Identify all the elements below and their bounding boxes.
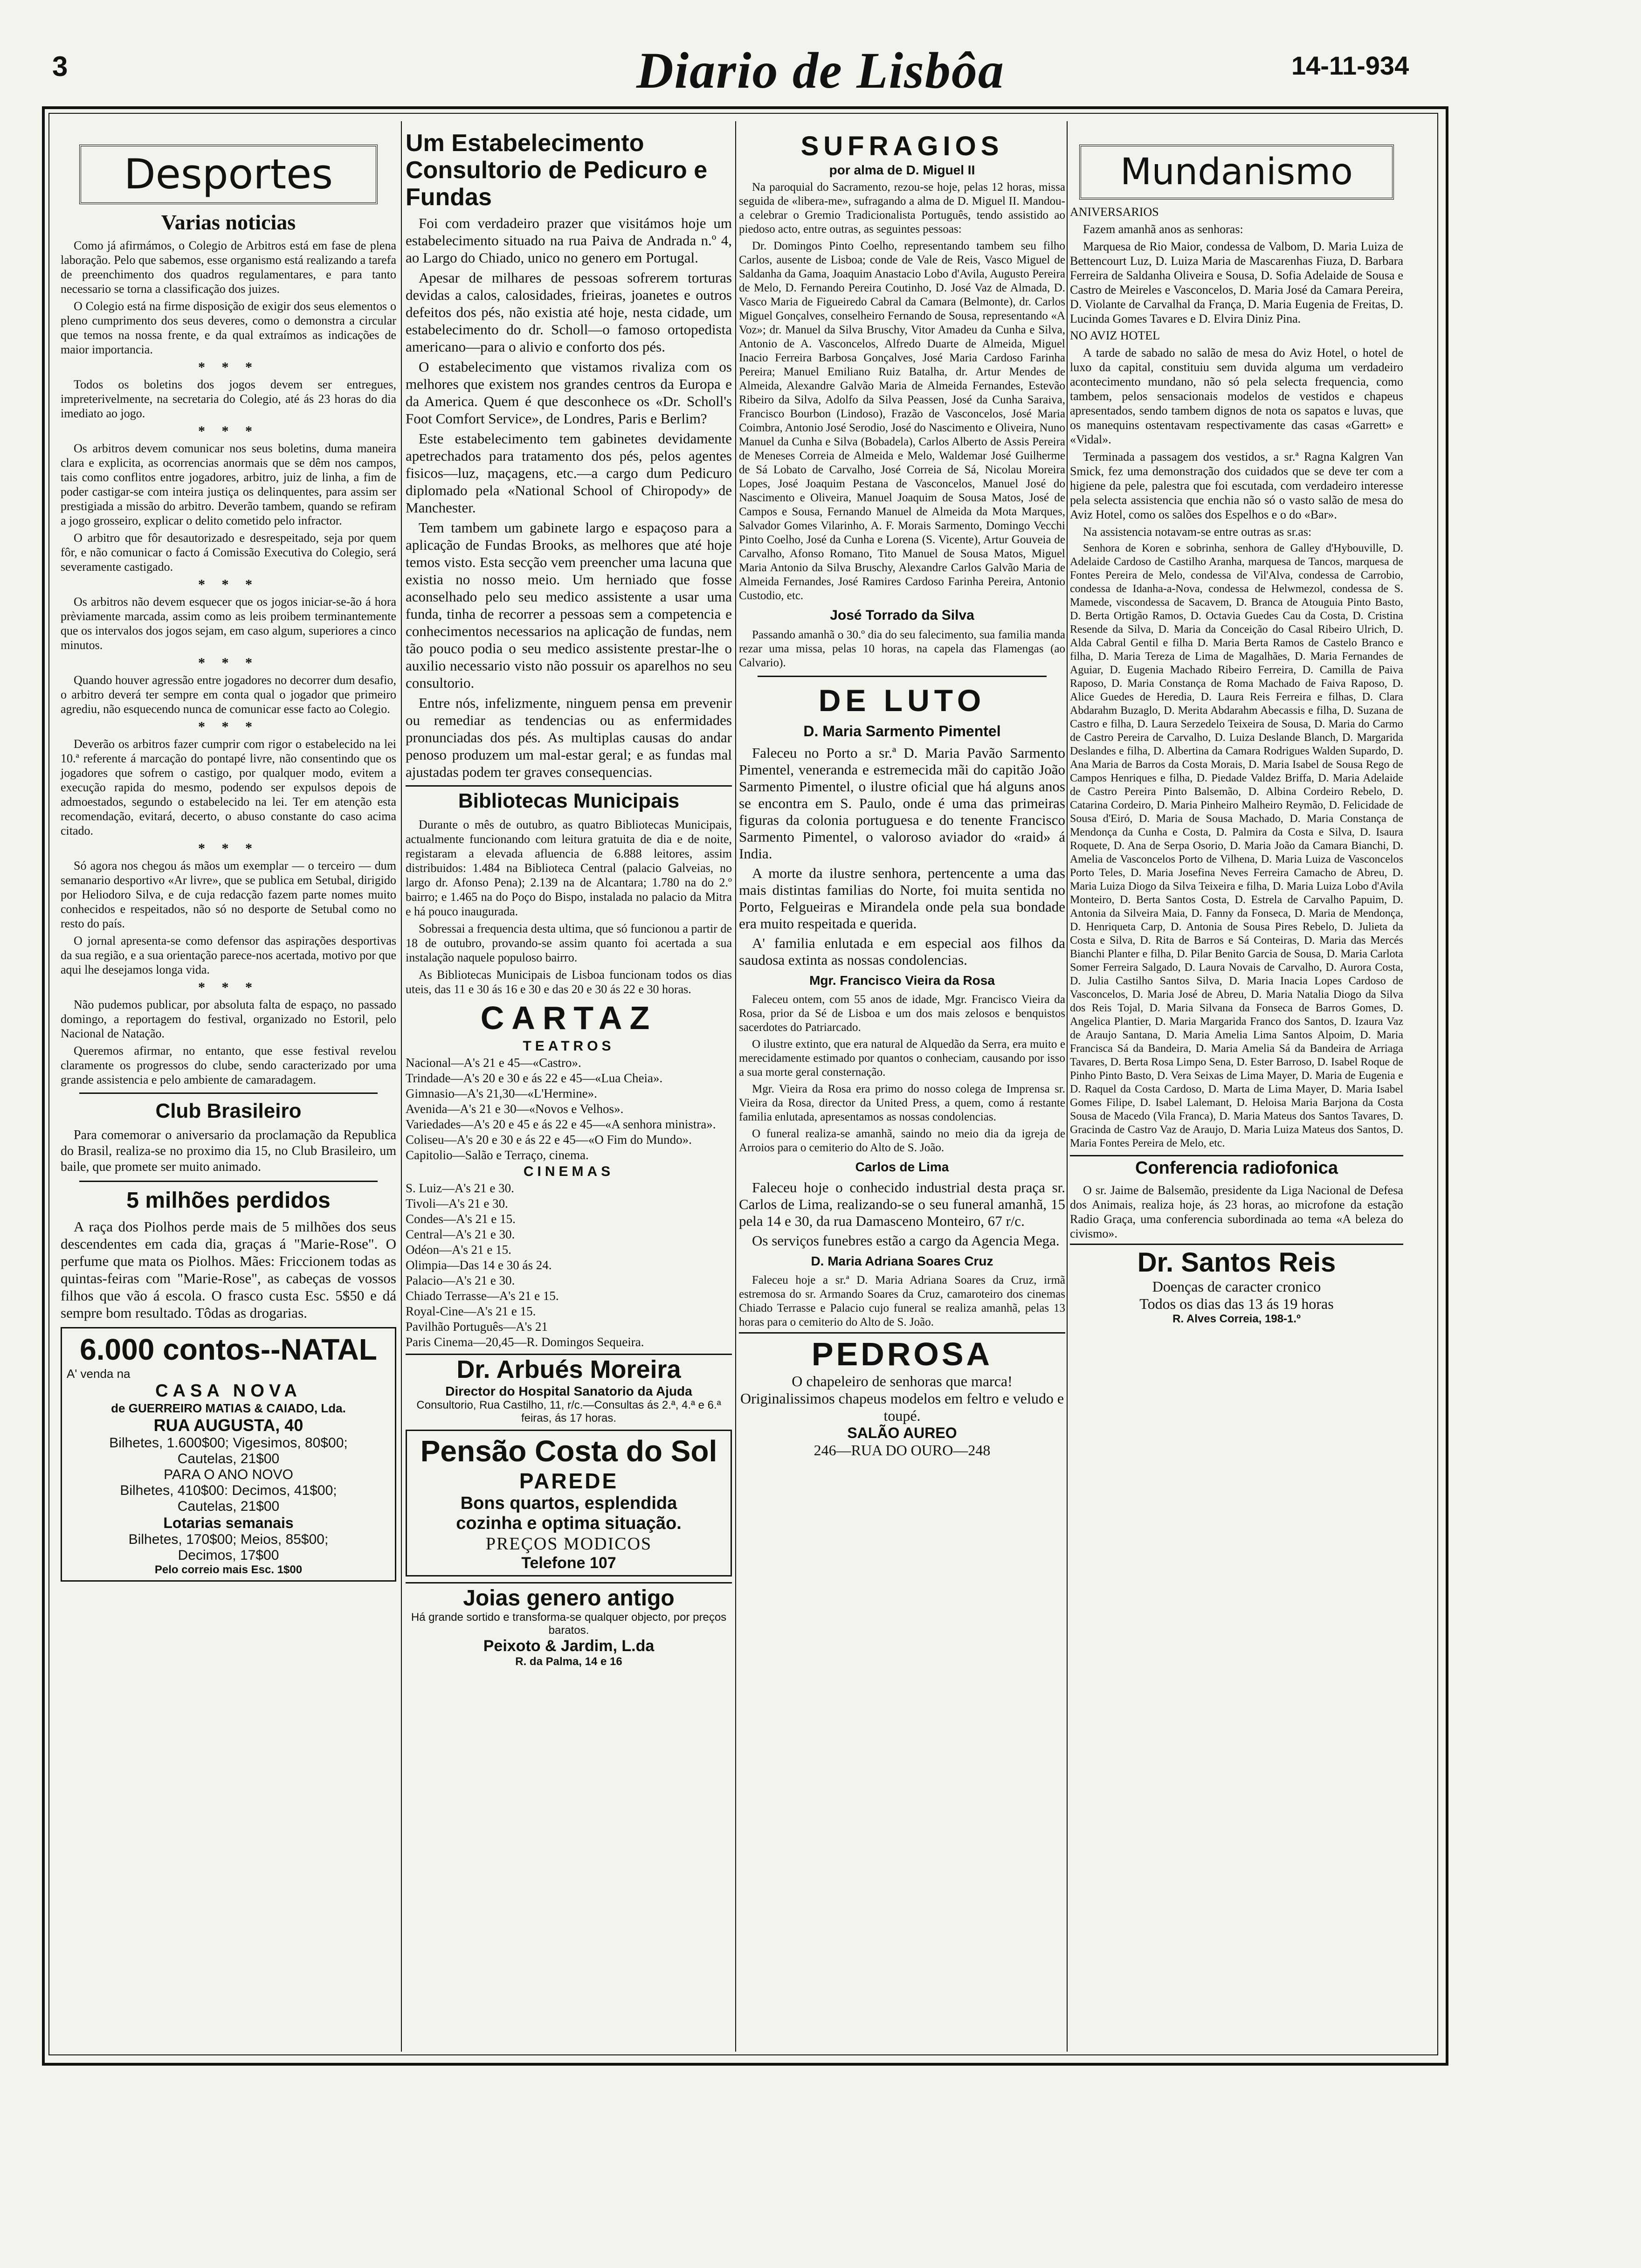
ad-pensao-costa-do-sol	[406, 1430, 732, 1577]
ad-pensao-line: Telefone 107	[521, 1554, 616, 1572]
list-item: Central—A's 21 e 30.	[406, 1227, 515, 1241]
headline-sufragios: SUFRAGIOS	[800, 131, 1004, 161]
article-paragraph: O funeral realiza-se amanhã, saindo no meio dia da igreja de Arroios para o cemiterio do Alto de S. João.	[739, 1127, 1065, 1154]
separator-stars: * * *	[198, 980, 259, 995]
article-paragraph: Na assistencia notavam-se entre outras as sr.as:	[1083, 525, 1312, 539]
headline-de-luto: DE LUTO	[818, 683, 986, 718]
separator-stars: * * *	[198, 423, 259, 439]
article-paragraph: Na paroquial do Sacramento, rezou-se hoje, pelas 12 horas, missa seguida de «libera-me», sufragando a alma de D. Miguel II. Mandou-a celebrar o Gremio Tradicionalista Português, tendo assistido ao piedoso acto, entre outras, as seguintes pessoas:	[739, 181, 1065, 235]
article-paragraph: Sobressai a frequencia desta ultima, que só funcionou a partir de 18 de outubro, provando-se assim quanto foi acertada a sua instalação naquele populoso bairro.	[406, 922, 732, 964]
article-paragraph: Como já afirmámos, o Colegio de Arbitros está em fase de plena laboração. Pelo que sabemos, esse organismo está realizando a tarefa de preenchimento dos quadros regulamentares, e para tanto necessario se torna a classificação dos juizes.	[61, 239, 396, 296]
ad-santos-reis	[1070, 1244, 1403, 1326]
article-paragraph: O Colegio está na firme disposição de exigir dos seus elementos o pleno cumprimento dos seus deveres, como o demonstra a circular que temos na nossa frente, e da qual extraímos as indicações de maior importancia.	[61, 299, 396, 356]
separator-stars: * * *	[198, 655, 259, 671]
column-pedicuro	[406, 126, 732, 2268]
ad-natal-line: Bilhetes, 410$00: Decimos, 41$00;	[120, 1483, 337, 1498]
list-item: S. Luiz—A's 21 e 30.	[406, 1181, 514, 1195]
article-paragraph: Este estabelecimento tem gabinetes devidamente apetrechados para tratamento dos pés, pelos agentes fisicos—luz, maçagens, etc.—a cargo dum Pedicuro diplomado pela «National School of Chiropody» de Manchester.	[406, 430, 732, 516]
article-paragraph: Para comemorar o aniversario da proclamação da Republica do Brasil, realiza-se no proximo dia 15, no Club Brasileiro, um baile, que promete ser muito animado.	[61, 1128, 396, 1174]
section-title-mundanismo: Mundanismo	[1079, 145, 1394, 200]
headline-cartaz: CARTAZ	[480, 1000, 657, 1036]
column-mundanismo	[1070, 126, 1403, 2268]
ad-pedrosa-line: Originalissimos chapeus modelos em feltro e veludo e toupé.	[740, 1390, 1064, 1424]
separator-stars: * * *	[198, 841, 259, 856]
ad-pensao-line: PREÇOS MODICOS	[485, 1534, 652, 1554]
section-title-desportes: Desportes	[79, 145, 378, 204]
headline-5-milhoes: 5 milhões perdidos	[126, 1188, 331, 1213]
ad-marie-rose-text: A raça dos Piolhos perde mais de 5 milhões dos seus descendentes em cada dia, graças á "Marie-Rose". O perfume que mata os Piolhos. Mães: Friccionem todas as quintas-feiras com "Marie-Rose", as cabeças de vossos filhos que vão á escola. O frasco custa Esc. 5$50 e dá sempre bom resultado. Tôdas as drogarias.	[61, 1218, 396, 1321]
article-paragraph: Dr. Domingos Pinto Coelho, representando tambem seu filho Carlos, ausente de Lisboa; conde de Vale de Reis, Vasco Miguel de Saldanha da Gama, Joaquim Anastacio Lobo d'Avila, Augusto Pereira de Melo, D. Fernando Pereira Coutinho, D. José Vaz de Almada, D. Vasco Maria de Figueiredo Cabral da Camara (Belmonte), dr. Carlos Miguel Gonçalves, conselheiro Fernando de Sousa, representando «A Voz»; dr. Manuel da Silva Bruschy, Vitor Amadeu da Cunha e Silva, Antonio de A. Vasconcelos, Alfredo Duarte de Almeida, Miguel Inacio Ferreira Barbosa Gonçalves, José Maria Cardoso Farinha Pereira; Manuel Emiliano Ruiz Batalha, dr. Artur Mendes de Almeida, Alexandre Galvão Maria de Almeida Fernandes, Estevão Ribeiro da Silva, Adolfo da Silva Peassen, José da Cunha Saraiva, Francisco Bourbon (Lindoso), Frazão de Vasconcelos, José Maria Coimbra, Antonio José Serodio, José do Nascimento e Oliveira, Nuno Manuel da Cunha e Silva (Bobadela), Carlos Alberto de Assis Pereira de Meneses Correia de Almeida e Melo, Waldemar José Guilherme de Sá Lobato de Carvalho, José Correia de Sá, Nicolau Moreira Lopes, José Joaquim Pestana de Vasconcelos, Manuel José do Nascimento e Oliveira, Manuel Joaquim de Sousa Matos, José de Campos e Sousa, Fernando Manuel de Almeida da Mota Marques, Salvador Gomes Vilarinho, A. F. Morais Sarmento, Domingo Vecchi Pinto Coelho, José da Cunha e Lorena (S. Vicente), Artur Gouveia de Carvalho, Afonso Romano, Tito Manuel de Sousa Matos, Miguel Maria Antonio da Silva Bruschy, Alexandre Carlos Galvão Maria de Almeida Fernandes, José Ramires Cardoso Farinha Pereira, Antonio Custodio, etc.	[739, 240, 1065, 602]
column-sufragios	[739, 126, 1065, 2268]
article-paragraph: O arbitro que fôr desautorizado e desrespeitado, seja por quem fôr, e não comunicar o facto á Comissão Executiva do Colegio, será severamente castigado.	[61, 531, 396, 574]
ad-pedrosa-line: SALÃO AUREO	[847, 1424, 957, 1441]
list-item: Capitolio—Salão e Terraço, cinema.	[406, 1148, 589, 1162]
headline-soares-cruz: D. Maria Adriana Soares Cruz	[811, 1254, 993, 1268]
article-paragraph: Os arbitros não devem esquecer que os jogos iniciar-se-ão á hora prèviamente marcada, assim como as leis proibem terminantemente que os intervalos dos jogos sejam, em caso algum, superiores a cinco minutos.	[61, 595, 396, 652]
list-item: Gimnasio—A's 21,30—«L'Hermine».	[406, 1086, 597, 1100]
ad-pedrosa	[739, 1332, 1065, 1459]
list-item: Paris Cinema—20,45—R. Domingos Sequeira.	[406, 1335, 644, 1349]
ad-arbues-name: Dr. Arbués Moreira	[456, 1355, 681, 1383]
ad-pensao-line: cozinha e optima situação.	[456, 1514, 682, 1533]
ad-joias-title: Joias genero antigo	[463, 1586, 675, 1611]
article-paragraph: Senhora de Koren e sobrinha, senhora de Galley d'Hybouville, D. Adelaide Cardoso de Castilho Aranha, marquesa de Tancos, marquesa de Fontes Pereira de Melo, condessa de Vil'Alva, condessa de Carrobio, condessa de Idanha-a-Nova, condessa de Helwmezol, condessa de S. Mamede, viscondessa de Sacavem, D. Branca de Atouguia Pinto Basto, D. Berta Ortigão Ramos, D. Octavia Guedes Cau da Costa, D. Cristina Resende da Silva, D. Maria da Conceição do Casal Ribeiro Ulrich, D. Alda Cabral Gentil e filha D. Maria Berta Ramos de Castelo Branco e filha, D. Maria Tereza de Lima de Magalhães, D. Maria Fernandes de Aguiar, D. Eugenia Machado Ribeiro Ferreira, D. Camilla de Paiva Raposo, D. Maria Constança de Roma Machado de Faiva Raposo, D. Alice Guedes de Heredia, D. Laura Reis Ferreira e filhas, D. Clara Abdarahm Buzaglo, D. Merita Abdarahm Abecassis e filha, D. Suzana de Castro e filha, D. Laura Serzedelo Teixeira de Sousa, D. Maria do Carmo de Castro Pereira de Carvalho, D. Luiza Deslande Blanch, D. Margarida Deslandes e filha, D. Albertina da Camara Rodrigues Walden Supardo, D. Ana Maria de Barros da Costa Morais, D. Maria Isabel de Sousa Rego de Campos Henriques e filha, D. Piedade Valdez Briffa, D. Maria Adelaide de Castro Pereira Pinto Balsemão, D. Albina Cordeiro Rebelo, D. Catarina Cordeiro, D. Maria Pinheiro Malheiro Reymão, D. Felicidade de Sousa d'Eiró, D. Maria de Sousa Machado, D. Maria Constança de Mendonça da Cunha e Costa, D. Palmira da Costa e Silva, D. Isaura Roquete, D. Ana de Serpa Osorio, D. Maria João da Camara Bianchi, D. Amelia de Vasconcelos Porto de Vilhena, D. Maria Luiza de Vasconcelos Porto Teles, D. Maria Josefina Neves Ferreira Camacho de Abreu, D. Maria Luiza Diogo da Silva Teixeira e filha, D. Maria Luiza Lobo d'Avila Monteiro, D. Berta Santos Costa, D. Estrela de Carvalho Papuim, D. Antonia da Silveira Maia, D. Fanny da Fonseca, D. Maria de Mendonça, D. Henriqueta Carp, D. Antonia de Sousa Pires Rebelo, D. Julieta da Costa e Silva, D. Rita de Barros e Sá Conteiras, D. Maria das Mercés Bianchi Planter e filha, D. Pilar Benito Garcia de Sousa, D. Maria Carlota Somer Ferreira Salgado, D. Laura Novais de Carvalho, D. Aurora Costa, D. Julia Castilho Santos Silva, D. Maria Inacia Lopes Cardoso de Vasconcelos, D. Maria José de Abreu, D. Maria Natalia Diogo da Silva dos Reis Tojal, D. Maria Silvana da Fonseca de Barros Gomes, D. Angelica Plantier, D. Maria Margarida Franco dos Santos, D. Izaura Vaz de Araujo Santana, D. Maria Amelia Lima Santos Alpoim, D. Maria Francisca Sá da Bandeira, D. Maria Amelia Sá da Bandeira de Arriaga Tavares, D. Berta Rosa Limpo Sena, D. Ester Barroso, D. Isabel Roque de Pinho Pinto Basto, D. Vera Seixas de Lima Mayer, D. Maria de Eugenia e D. Raquel da Costa Cardoso, D. Marta de Lima Mayer, D. Maria Isabel Gomes Filipe, D. Isabel Lalemant, D. Heloisa Maria Barjona da Costa Sousa de Macedo (Vila Franca), D. Maria Mateus dos Santos Tavares, D. Gracinda de Castro Vaz de Araujo, D. Maria Luiza Mateus dos Santos, D. Maria Fontes Pereira de Melo, etc.	[1070, 542, 1403, 1149]
ad-joias	[406, 1582, 732, 1668]
ad-reis-line: Doenças de caracter cronico	[1152, 1278, 1321, 1295]
column-rule	[735, 121, 736, 2052]
article-paragraph: Não pudemos publicar, por absoluta falta de espaço, no passado domingo, a reportagem do festival, organizado no Estoril, pelo Nacional de Natação.	[61, 998, 396, 1040]
article-paragraph: Terminada a passagem dos vestidos, a sr.ª Ragna Kalgren Van Smick, fez uma demonstração dos cuidados que se deve ter com a higiene da pele, palestra que foi escutada, com verdadeiro interesse pela selecta assistencia que enchia não só o vasto salão de mesa do Aviz Hotel, como os salões dos Espelhos e o do «Bar».	[1070, 450, 1403, 521]
divider	[79, 1093, 378, 1094]
ad-natal-line: Decimos, 17$00	[178, 1548, 279, 1563]
subhead-aviz-hotel: NO AVIZ HOTEL	[1070, 329, 1160, 342]
cinemas-list	[406, 1181, 732, 1350]
headline-carlos-lima: Carlos de Lima	[855, 1160, 949, 1174]
ad-natal-line: Bilhetes, 1.600$00; Vigesimos, 80$00;	[109, 1435, 348, 1451]
ad-pedrosa-line: 246—RUA DO OURO—248	[814, 1442, 991, 1459]
article-paragraph: Marquesa de Rio Maior, condessa de Valbom, D. Maria Luiza de Bettencourt Luz, D. Luiza Maria de Mascarenhas Fiuza, D. Barbara Ferreira de Saldanha Oliveira e Sousa, D. Sofia Adelaide de Sousa e Castro de Meireles e Vasconcelos, D. Maria José da Camara Pereira, D. Violante de Carvalhal da França, D. Maria Eugenia de Freitas, D. Lucinda Gomes Tavares e D. Elvira Diniz Pina.	[1070, 240, 1403, 325]
page-number: 3	[52, 51, 68, 82]
article-paragraph: Os serviços funebres estão a cargo da Agencia Mega.	[752, 1232, 1060, 1249]
article-paragraph: Queremos afirmar, no entanto, que esse festival revelou claramente os progressos do clube, sendo caracterizado por uma grande assistencia e pelo ambiente de camaradagem.	[61, 1044, 396, 1086]
article-paragraph: Mgr. Vieira da Rosa era primo do nosso colega de Imprensa sr. Vieira da Rosa, director da United Press, a quem, como á restante familia enlutada, apresentamos as nossas condolencias.	[739, 1083, 1065, 1123]
ad-natal-line: de GUERREIRO MATIAS & CAIADO, Lda.	[111, 1401, 346, 1415]
subhead-cinemas: CINEMAS	[523, 1164, 614, 1179]
ad-reis-name: Dr. Santos Reis	[1137, 1247, 1336, 1278]
ad-joias-firm: Peixoto & Jardim, L.da	[483, 1637, 655, 1655]
ad-natal-line: PARA O ANO NOVO	[164, 1467, 293, 1482]
newspaper-title: Diario de Lisbôa	[636, 42, 1005, 99]
article-paragraph: A' familia enlutada e em especial aos filhos da saudosa extinta as nossas condolencias.	[739, 935, 1065, 968]
list-item: Royal-Cine—A's 21 e 15.	[406, 1304, 536, 1318]
separator-stars: * * *	[198, 719, 259, 734]
list-item: Tivoli—A's 21 e 30.	[406, 1196, 508, 1210]
headline-club-brasileiro: Club Brasileiro	[155, 1099, 302, 1122]
ad-natal-line: RUA AUGUSTA, 40	[153, 1416, 303, 1435]
article-paragraph: Quando houver agressão entre jogadores no decorrer dum desafio, o arbitro deverá ter sempre em conta qual o jogador que primeiro agrediu, não esquecendo nunca de comunicar esse facto ao Colegio.	[61, 673, 396, 716]
ad-pensao-line: Bons quartos, esplendida	[460, 1494, 677, 1513]
article-paragraph: Entre nós, infelizmente, ninguem pensa em prevenir ou remediar as tendencias ou as enfermidades pronunciadas dos pés. As multiplas causas do andar penoso produzem um mal-estar geral; e as fundas mal ajustadas podem ter graves consequencias.	[406, 695, 732, 780]
ad-reis-line: R. Alves Correia, 198-1.º	[1172, 1313, 1301, 1325]
article-paragraph: Faleceu ontem, com 55 anos de idade, Mgr. Francisco Vieira da Rosa, prior da Sé de Lisboa e um dos mais zelosos e benquistos sacerdotes do Patriarcado.	[739, 993, 1065, 1034]
subhead-aniversarios: ANIVERSARIOS	[1070, 205, 1159, 219]
list-item: Condes—A's 21 e 15.	[406, 1212, 516, 1226]
ad-natal-line: Lotarias semanais	[163, 1514, 294, 1531]
list-item: Nacional—A's 21 e 45—«Castro».	[406, 1056, 581, 1070]
article-paragraph: Os arbitros devem comunicar nos seus boletins, duma maneira clara e explicita, as ocorrencias anormais que se dêm nos campos, tais como conflitos entre jogadores, arbitro, juiz de linha, a fim de poder castigar-se com inteira justiça os delinquentes, para assim ser prestigiada a missão do arbitro. Deverão tambem, quando se refiram a jogo grosseiro, explicar o delito cometido pelo infractor.	[61, 442, 396, 527]
headline-torrado: José Torrado da Silva	[830, 608, 974, 623]
ad-natal-line: Pelo correio mais Esc. 1$00	[154, 1563, 303, 1576]
article-paragraph: Faleceu hoje a sr.ª D. Maria Adriana Soares da Cruz, irmã estremosa do sr. Armando Soares da Cruz, camaroteiro dos cinemas Chiado Terrasse e Palacio cujo funeral se realiza amanhã, pelas 13 horas para o cemiterio do Alto de S. João.	[739, 1274, 1065, 1328]
list-item: Coliseu—A's 20 e 30 e ás 22 e 45—«O Fim do Mundo».	[406, 1133, 692, 1147]
list-item: Trindade—A's 20 e 30 e ás 22 e 45—«Lua Cheia».	[406, 1071, 663, 1085]
ad-joias-addr: R. da Palma, 14 e 16	[515, 1655, 622, 1668]
article-paragraph: O estabelecimento que vistamos rivaliza com os melhores que existem nos grandes centros da Europa e da America. Quem é que desconhece os «Dr. Scholl's Foot Comfort Service», de Londres, Paris e Berlim?	[406, 359, 732, 427]
ad-natal-line: CASA NOVA	[155, 1381, 302, 1401]
article-paragraph: Deverão os arbitros fazer cumprir com rigor o estabelecido na lei 10.ª referente á marcação do pontapé livre, não consentindo que os jogadores que sofrem o castigo, por qualquer modo, evitem a execução rapida do mesmo, podendo ser expulsos depois de admoestados, segundo o estabelecido na lei. Ter em atenção esta recomendação, evitará, decerto, o abuso constante do caso acima citado.	[61, 737, 396, 837]
article-paragraph: Apesar de milhares de pessoas sofrerem torturas devidas a calos, calosidades, frieiras, joanetes e outros defeitos dos pés, não existia até hoje, nesta cidade, um estabelecimento do dr. Scholl—o famoso ortopedista americano—para o alivio e conforto dos pés.	[406, 270, 732, 355]
article-paragraph: Faleceu hoje o conhecido industrial desta praça sr. Carlos de Lima, realizando-se o seu funeral amanhã, 15 pela 14 e 30, da rua Damasceno Monteiro, 67 r/c.	[739, 1179, 1065, 1229]
ad-natal-line: Cautelas, 21$00	[177, 1451, 280, 1466]
headline-conferencia: Conferencia radiofonica	[1070, 1155, 1403, 1178]
headline-vieira-rosa: Mgr. Francisco Vieira da Rosa	[809, 973, 995, 988]
article-paragraph: A tarde de sabado no salão de mesa do Aviz Hotel, o hotel de luxo da capital, constituiu sem duvida alguma um verdadeiro acontecimento mundano, não só pela selecta frequencia, como tambem, pelos sensacionais modelos de vestidos e chapeus apresentados, sendo tambem dignos de nota os sapatos e luvas, que os manequins ostentavam respectivamente das casas «Garrett» e «Vidal».	[1070, 346, 1403, 446]
divider	[758, 676, 1047, 677]
article-paragraph: Tem tambem um gabinete largo e espaçoso para a aplicação de Fundas Brooks, as melhores que até hoje temos visto. Esta secção vem preencher uma lacuna que existia no nosso meio. Um herniado que fosse aconselhado pelo seu medico assistente a usar uma funda, tinha de recorrer a pessoas sem a competencia e conhecimentos necessarios na aplicação de fundas, nem tão pouco podia o seu medico assistente prestar-lhe o auxilio necessario visto não possuir os aparelhos no seu consultorio.	[406, 519, 732, 691]
headline-pimentel: D. Maria Sarmento Pimentel	[803, 723, 1001, 740]
list-item: Chiado Terrasse—A's 21 e 15.	[406, 1289, 559, 1303]
ad-arbues-moreira	[406, 1354, 732, 1425]
headline-bibliotecas: Bibliotecas Municipais	[406, 785, 732, 813]
article-paragraph: Passando amanhã o 30.º dia do seu falecimento, sua familia manda rezar uma missa, pelas 10 horas, na capela das Flamengas (ao Calvario).	[739, 629, 1065, 669]
column-desportes	[61, 126, 396, 2268]
ad-arbues-info: Consultorio, Rua Castilho, 11, r/c.—Consultas ás 2.ª, 4.ª e 6.ª feiras, ás 17 horas.	[416, 1399, 721, 1424]
ad-natal-line: Cautelas, 21$00	[177, 1499, 280, 1514]
issue-date: 14-11-934	[1291, 51, 1409, 80]
list-item: Palacio—A's 21 e 30.	[406, 1273, 515, 1287]
article-paragraph: Todos os boletins dos jogos devem ser entregues, impreterivelmente, na secretaria do Colegio, até ás 23 horas do dia imediato ao jogo.	[61, 378, 396, 420]
separator-stars: * * *	[198, 360, 259, 375]
list-item: Olimpia—Das 14 e 30 ás 24.	[406, 1258, 552, 1272]
article-paragraph: O sr. Jaime de Balsemão, presidente da Liga Nacional de Defesa dos Animais, realiza hoje, ás 23 horas, ao microfone da estação Radio Graça, uma conferencia subordinada ao tema «A beleza do civismo».	[1070, 1183, 1403, 1240]
ad-pensao-name: Pensão Costa do Sol	[420, 1434, 717, 1468]
ad-natal-headline: 6.000 contos--NATAL	[80, 1333, 377, 1366]
subhead-teatros: TEATROS	[523, 1038, 615, 1054]
article-paragraph: As Bibliotecas Municipais de Lisboa funcionam todos os dias uteis, das 11 e 30 ás 16 e 30 e das 20 e 30 ás 22 e 30 horas.	[406, 968, 732, 996]
headline-varias-noticias: Varias noticias	[161, 210, 296, 234]
list-item: Avenida—A's 21 e 30—«Novos e Velhos».	[406, 1102, 624, 1116]
ad-natal-line: Bilhetes, 170$00; Meios, 85$00;	[128, 1532, 329, 1547]
article-paragraph: Só agora nos chegou ás mãos um exemplar — o terceiro — dum semanario desportivo «Ar livre», que se publica em Setubal, dirigido por Heliodoro Silva, e de cuja redacção fazem parte nomes muito conhecidos e respeitados, não só no desporte de Setubal como no resto do país.	[61, 859, 396, 930]
ad-pedrosa-line: O chapeleiro de senhoras que marca!	[792, 1373, 1013, 1390]
teatros-list	[406, 1055, 732, 1163]
ad-arbues-sub: Director do Hospital Sanatorio da Ajuda	[445, 1384, 692, 1398]
article-paragraph: Faleceu no Porto a sr.ª D. Maria Pavão Sarmento Pimentel, veneranda e estremecida mãi do capitão João Sarmento Pimentel, o ilustre oficial que há alguns anos se encontra em S. Paulo, onde é uma das primeiras figuras da colonia portuguesa e do tenente Francisco Sarmento Pimentel, o valoroso aviador do «raid» á India.	[739, 745, 1065, 862]
ad-pensao-place: PAREDE	[519, 1469, 619, 1493]
article-paragraph: O jornal apresenta-se como defensor das aspirações desportivas da sua região, e a sua orientação parece-nos acertada, motivo por que aqui lhe desejamos longa vida.	[61, 934, 396, 976]
article-paragraph: Foi com verdadeiro prazer que visitámos hoje um estabelecimento situado na rua Paiva de Andrada n.º 4, ao Largo do Chiado, unico no genero em Portugal.	[406, 215, 732, 266]
article-paragraph: A morte da ilustre senhora, pertencente a uma das mais distintas familias do Norte, foi muita sentida no Porto, Felgueiras e Mirandela onde pela sua bondade era muito respeitada e querida.	[739, 865, 1065, 932]
ad-pedrosa-name: PEDROSA	[811, 1336, 993, 1372]
list-item: Odéon—A's 21 e 15.	[406, 1243, 511, 1257]
subhead-miguel-ii: por alma de D. Miguel II	[829, 163, 975, 177]
separator-stars: * * *	[198, 577, 259, 592]
article-paragraph: Fazem amanhã anos as senhoras:	[1083, 222, 1243, 236]
column-rule	[1067, 121, 1068, 2052]
headline-pedicuro: Um Estabelecimento Consultorio de Pedicuro e Fundas	[406, 130, 708, 211]
ad-lotaria-natal	[61, 1327, 396, 1582]
ad-joias-text: Há grande sortido e transforma-se qualquer objecto, por preços baratos.	[411, 1611, 727, 1637]
ad-reis-line: Todos os dias das 13 ás 19 horas	[1139, 1295, 1334, 1312]
list-item: Variedades—A's 20 e 45 e ás 22 e 45—«A senhora ministra».	[406, 1117, 716, 1131]
article-paragraph: Durante o mês de outubro, as quatro Bibliotecas Municipais, actualmente funcionando com leitura gratuita de dia e de noite, registaram a elevada afluencia de 6.888 leitores, assim distribuidos: 1.484 na Biblioteca Central (palacio Galveias, no largo dr. Afonso Pena); 2.139 na de Alcantara; 1.780 na do 2.º bairro; e 1.465 na do Poço do Bispo, instalada no palacio da Mitra e há pouco inaugurada.	[406, 818, 732, 918]
column-rule	[401, 121, 402, 2052]
ad-natal-line: A' venda na	[67, 1367, 131, 1381]
list-item: Pavilhão Português—A's 21	[406, 1320, 548, 1334]
article-paragraph: O ilustre extinto, que era natural de Alquedão da Serra, era muito e merecidamente estimado por quantos o conheciam, causando por isso a sua morte geral consternação.	[739, 1038, 1065, 1079]
divider	[79, 1181, 378, 1182]
